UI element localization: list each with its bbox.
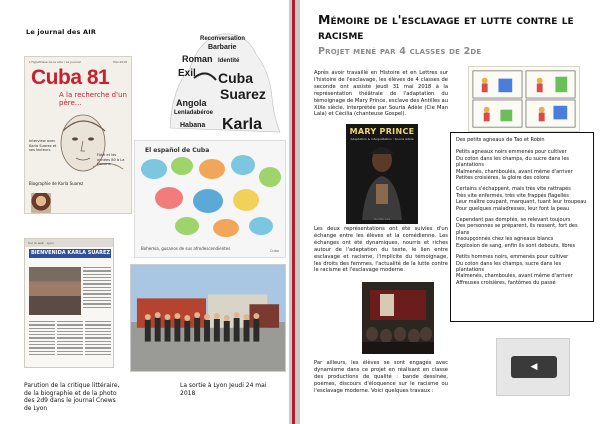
right-page: [300, 0, 600, 424]
cover-subtitle: A la recherche d'un père…: [59, 91, 127, 107]
newspaper-banner: BIENVENIDA KARLA SUAREZ !: [31, 250, 111, 265]
left-page: [0, 0, 289, 424]
poster-title: MARY PRINCE: [349, 127, 415, 136]
poster-figure: [346, 124, 418, 224]
cloud-word-8: Angola: [176, 98, 207, 108]
cuba-81-magazine-cover: [24, 56, 132, 214]
espanol-de-cuba-mindmap: [134, 140, 286, 258]
lyon-trip-caption: La sortie à Lyon Jeudi 24 mai 2018: [180, 382, 267, 397]
mindmap-caption: Bohemia, gusanos de sus afrodescendientes: [141, 246, 231, 251]
cloud-word-10: Karla: [222, 116, 263, 133]
article-title: Mémoire de l'esclavage et lutte contre le racisme: [318, 12, 574, 42]
newspaper-column: [57, 321, 83, 357]
mindmap-credit: Cuba: [269, 249, 279, 253]
poem-title: Des petits agneaux de Tao et Robin: [456, 137, 545, 143]
theatre-stage-photo: [362, 282, 434, 354]
journal-title: Le journal des AIR: [26, 28, 97, 36]
article-paragraph-1: Après avoir travaillé en Histoire et en Lettres sur l'histoire de l'esclavage, les élèves de 4 classes de seconde ont assisté jeudi 31 mai 2018 à la représentation théâtrale de l'adaptation du témoignage de Mary Prince, esclave des Antilles au XIXe siècle, interprétée par Souria Adèle (Cie Man Lala) et Cécilia (chanteuse Gospel).: [314, 70, 448, 118]
mindmap-bubble: [199, 159, 225, 179]
cover-bio-label: Biographie de Karla Suarez: [29, 181, 84, 186]
cloud-word-1: Reconversation: [200, 36, 246, 42]
newspaper-column: [29, 321, 55, 357]
cloud-word-6: Cuba: [218, 70, 253, 86]
mindmap-bubble: [155, 187, 183, 209]
poem-stanza: Petits hommes noirs, emmenés pour cultiver Du coton dans les champs, sucre dans les plantations Malmenés, chamboulés, avant même d'arriver Affreuses croisières, fantômes du passé: [456, 254, 573, 286]
video-play-button[interactable]: [511, 356, 557, 378]
mindmap-bubble: [171, 157, 193, 175]
newspaper-column: [85, 321, 111, 357]
author-photo: [31, 193, 51, 213]
play-icon: ◀: [530, 362, 538, 372]
newspaper-text-block: [83, 267, 111, 310]
lyon-trip-group-photo: [130, 264, 286, 372]
cloud-word-3: Roman: [182, 54, 213, 64]
spine-red-stripe: [292, 0, 295, 424]
article-paragraph-3: Par ailleurs, les élèves se sont engagés avec dynamisme dans ce projet en réalisant en classe des productions de qualité : bande dessinée, poèmes, discours d'éloquence sur le racisme ou l'esclavage moderne. Voici quelques travaux :: [314, 360, 448, 394]
video-embed: [496, 338, 570, 396]
mindmap-bubble: [249, 217, 273, 235]
cloud-word-7: Suarez: [220, 86, 266, 102]
page-spine: [289, 0, 300, 424]
mindmap-bubble: [231, 155, 255, 175]
newspaper-caption: Parution de la critique littéraire, de la biographie et de la photo des 2d9 dans le journal Cnews de Lyon: [24, 382, 120, 412]
mindmap-bubble: [141, 159, 167, 179]
poster-credits: Cie Man Lala: [373, 218, 391, 221]
mary-prince-poster: [346, 124, 418, 224]
poem-stanza: Cependant pas domptés, se relevant toujours Des personnes se préparent, ils ressent, fort des plans Insoupçonnés chez les agneaux blancs Explosion de sang, enfin ils sont debouts, libres: [456, 217, 578, 249]
mindmap-bubble: [233, 189, 259, 211]
cover-top-left: L'Hypothèse de la ville / Le journal: [29, 60, 81, 64]
newspaper-masthead: Sur le web · Lyon: [25, 239, 113, 247]
poster-tagline: Adaptation & interprétation : Souria Adèle: [350, 137, 414, 141]
article-paragraph-2: Les deux représentations ont été suivies d'un échange entre les élèves et la comédienne. Les échanges ont été dynamiques, nourris et riches autour de l'adaptation du texte, le lien entre esclavage et racisme, l'implicite du témoignage, les droits des femmes, l'actualité de la lutte contre le racisme et l'esclavage moderne.: [314, 226, 448, 274]
student-comic-drawing: [468, 66, 580, 132]
newspaper-clipping: [24, 238, 114, 368]
cloud-word-11: Habana: [180, 122, 206, 129]
cover-top-line: [29, 60, 127, 64]
newspaper-group-photo: [29, 267, 81, 315]
cover-note-right: Fidel et les années 80 à La Havane: [97, 153, 125, 167]
poem-stanza: Certains s'échappent, mais très vite rattrapés Très vite enfermés, très vite frappés flagellés Leur maître coupant, marquant, tuant leur troupeau Pour quelques maladresses, leur font la peau: [456, 186, 587, 212]
mindmap-bubble: [259, 167, 281, 187]
mindmap-bubble: [213, 219, 239, 237]
poem-stanza: Petits agneaux noirs emmenés pour cultiver Du coton dans les champs, du sucre dans les plantations Malmenés, chamboulés, avant même d'arriver Petites croisières, la gloire des colons: [456, 149, 573, 182]
cover-top-right: Mai 2018: [113, 60, 127, 64]
cloud-word-9: Lenladabéroe: [174, 110, 214, 116]
mindmap-title: El español de Cuba: [145, 147, 210, 154]
mindmap-bubble: [175, 217, 199, 235]
student-poem-box: [450, 132, 594, 322]
cover-title: Cuba 81: [31, 66, 110, 89]
cover-note-left: Interview avec Karla Suarez et ses lecteurs: [29, 139, 57, 153]
cloud-word-2: Barbarie: [208, 44, 237, 51]
word-cloud-portrait: [160, 28, 286, 134]
cloud-word-4: Identité: [218, 58, 240, 64]
article-subtitle: Projet mené par 4 classes de 2de: [318, 46, 482, 57]
cloud-word-5: Exil: [178, 68, 196, 79]
mindmap-bubble: [193, 189, 223, 213]
